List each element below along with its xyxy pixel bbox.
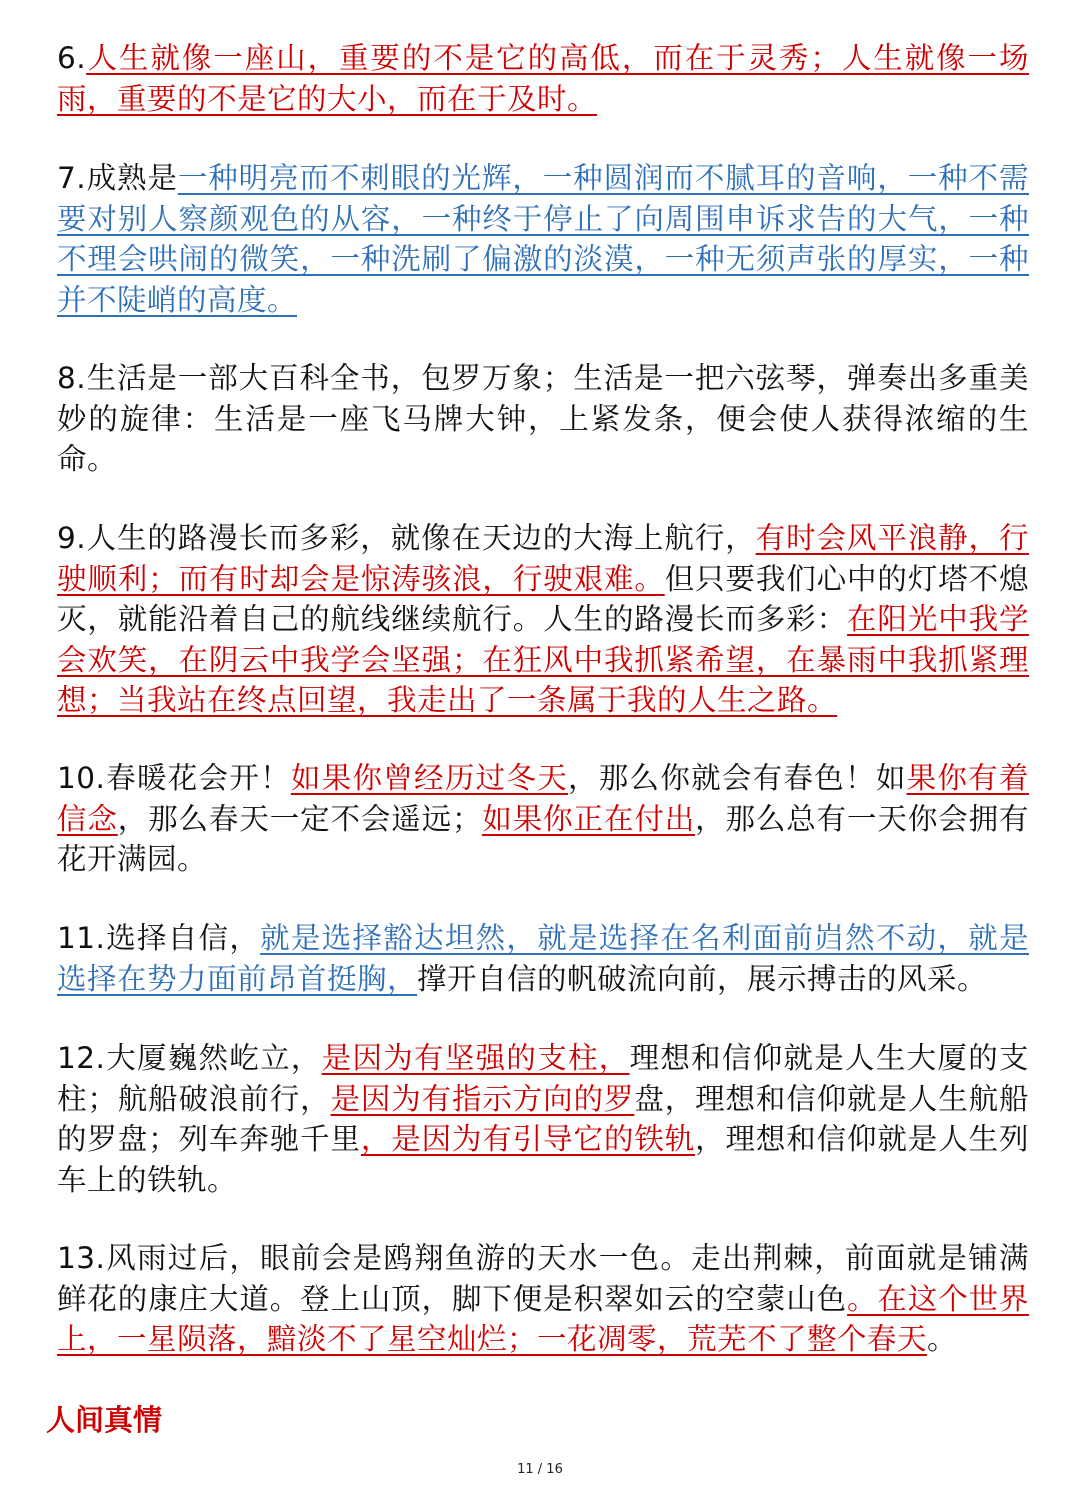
- plain-text: 生活是一部大百科全书，包罗万象；生活是一把六弦琴，弹奏出多重美妙的旋律：生活是一座飞马牌大钟，上紧发条，便会使人获得浓缩的生命。: [57, 361, 1029, 476]
- paragraph-number: 7.: [57, 161, 87, 195]
- plain-text: 风雨过后，眼前会是鸥翔鱼游的天水一色。走出荆棘，前面就是铺满鲜花的康庄大道。登上山顶，脚下便是积翠如云的空蒙山色: [57, 1241, 1029, 1316]
- highlighted-text-red: 如果你正在付出: [482, 801, 696, 836]
- plain-text: 盘，理想和信仰就是人生航船的罗盘；列车奔驰千里: [57, 1081, 1029, 1156]
- plain-text: 人生的路漫长而多彩，就像在天边的大海上航行，: [86, 521, 756, 555]
- highlighted-text-red: 人生就像一座山，重要的不是它的高低，而在于灵秀；人生就像一场雨，重要的不是它的大小，而在于及时。: [57, 41, 1029, 116]
- highlighted-text-blue: 就是选择豁达坦然，就是选择在名利面前岿然不动，就是选择在势力面前昂首挺胸，: [57, 921, 1029, 996]
- plain-text: 成熟是: [86, 161, 178, 195]
- plain-text: ，那么总有一天你会拥有花开满园。: [57, 801, 1029, 876]
- paragraph-9: [57, 518, 1029, 721]
- highlighted-text-red: 如果你曾经历过冬天: [290, 761, 568, 795]
- page-indicator: 11 / 16: [517, 1462, 563, 1477]
- paragraph-13: [57, 1238, 1029, 1360]
- plain-text: 春暖花会开！: [105, 761, 291, 795]
- plain-text: 大厦巍然屹立，: [105, 1041, 322, 1075]
- highlighted-text-red: 在阳光中我学会欢笑，在阴云中我学会坚强；在狂风中我抓紧希望，在暴雨中我抓紧理想；当我站在终点回望，我走出了一条属于我的人生之路。: [57, 602, 1029, 717]
- highlighted-text-blue: 一种明亮而不刺眼的光辉，一种圆润而不腻耳的音响，一种不需要对别人察颜观色的从容，一种终于停止了向周围申诉求告的大气，一种不理会哄闹的微笑，一种洗刷了偏激的淡漠，一种无须声张的厚实，一种并不陡峭的高度。: [57, 161, 1029, 317]
- plain-text: 撑开自信的帆破流向前，展示搏击的风采。: [417, 961, 988, 996]
- highlighted-text-red: 。在这个世界上，一星陨落，黯淡不了星空灿烂；一花凋零，荒芜不了整个春天: [57, 1281, 1029, 1356]
- plain-text: ，理想和信仰就是人生列车上的铁轨。: [57, 1122, 1029, 1197]
- highlighted-text-red: 果你有着信念: [57, 761, 1029, 836]
- plain-text: ，那么春天一定不会遥远；: [117, 801, 483, 836]
- paragraph-number: 6.: [57, 41, 87, 75]
- plain-text: 。: [927, 1322, 958, 1356]
- section-heading: 人间真情: [46, 1403, 163, 1437]
- paragraph-number: 10.: [57, 761, 106, 795]
- paragraph-11: [57, 918, 1029, 999]
- paragraph-7: [57, 158, 1029, 320]
- highlighted-text-red: 是因为有坚强的支柱，: [321, 1041, 630, 1075]
- plain-text: ，那么你就会有春色！如: [567, 761, 907, 795]
- paragraph-10: [57, 758, 1029, 880]
- plain-text: 理想和信仰就是人生大厦的支柱；航船破浪前行，: [57, 1041, 1029, 1116]
- paragraph-8: [57, 358, 1029, 480]
- highlighted-text-red: 有时会风平浪静，行驶顺利；而有时却会是惊涛骇浪，行驶艰难。: [57, 521, 1029, 596]
- paragraph-6: [57, 38, 1029, 119]
- paragraph-number: 12.: [57, 1041, 106, 1075]
- paragraph-number: 13.: [57, 1241, 106, 1275]
- highlighted-text-red: 是因为有指示方向的罗: [330, 1081, 635, 1116]
- plain-text: 但只要我们心中的灯塔不熄灭，就能沿着自己的航线继续航行。人生的路漫长而多彩：: [57, 561, 1029, 636]
- plain-text: 选择自信，: [105, 921, 261, 955]
- paragraph-number: 8.: [57, 361, 87, 395]
- highlighted-text-red: ，是因为有引导它的铁轨: [360, 1122, 696, 1156]
- paragraph-number: 9.: [57, 521, 87, 555]
- paragraph-12: [57, 1038, 1029, 1200]
- paragraph-number: 11.: [57, 921, 106, 955]
